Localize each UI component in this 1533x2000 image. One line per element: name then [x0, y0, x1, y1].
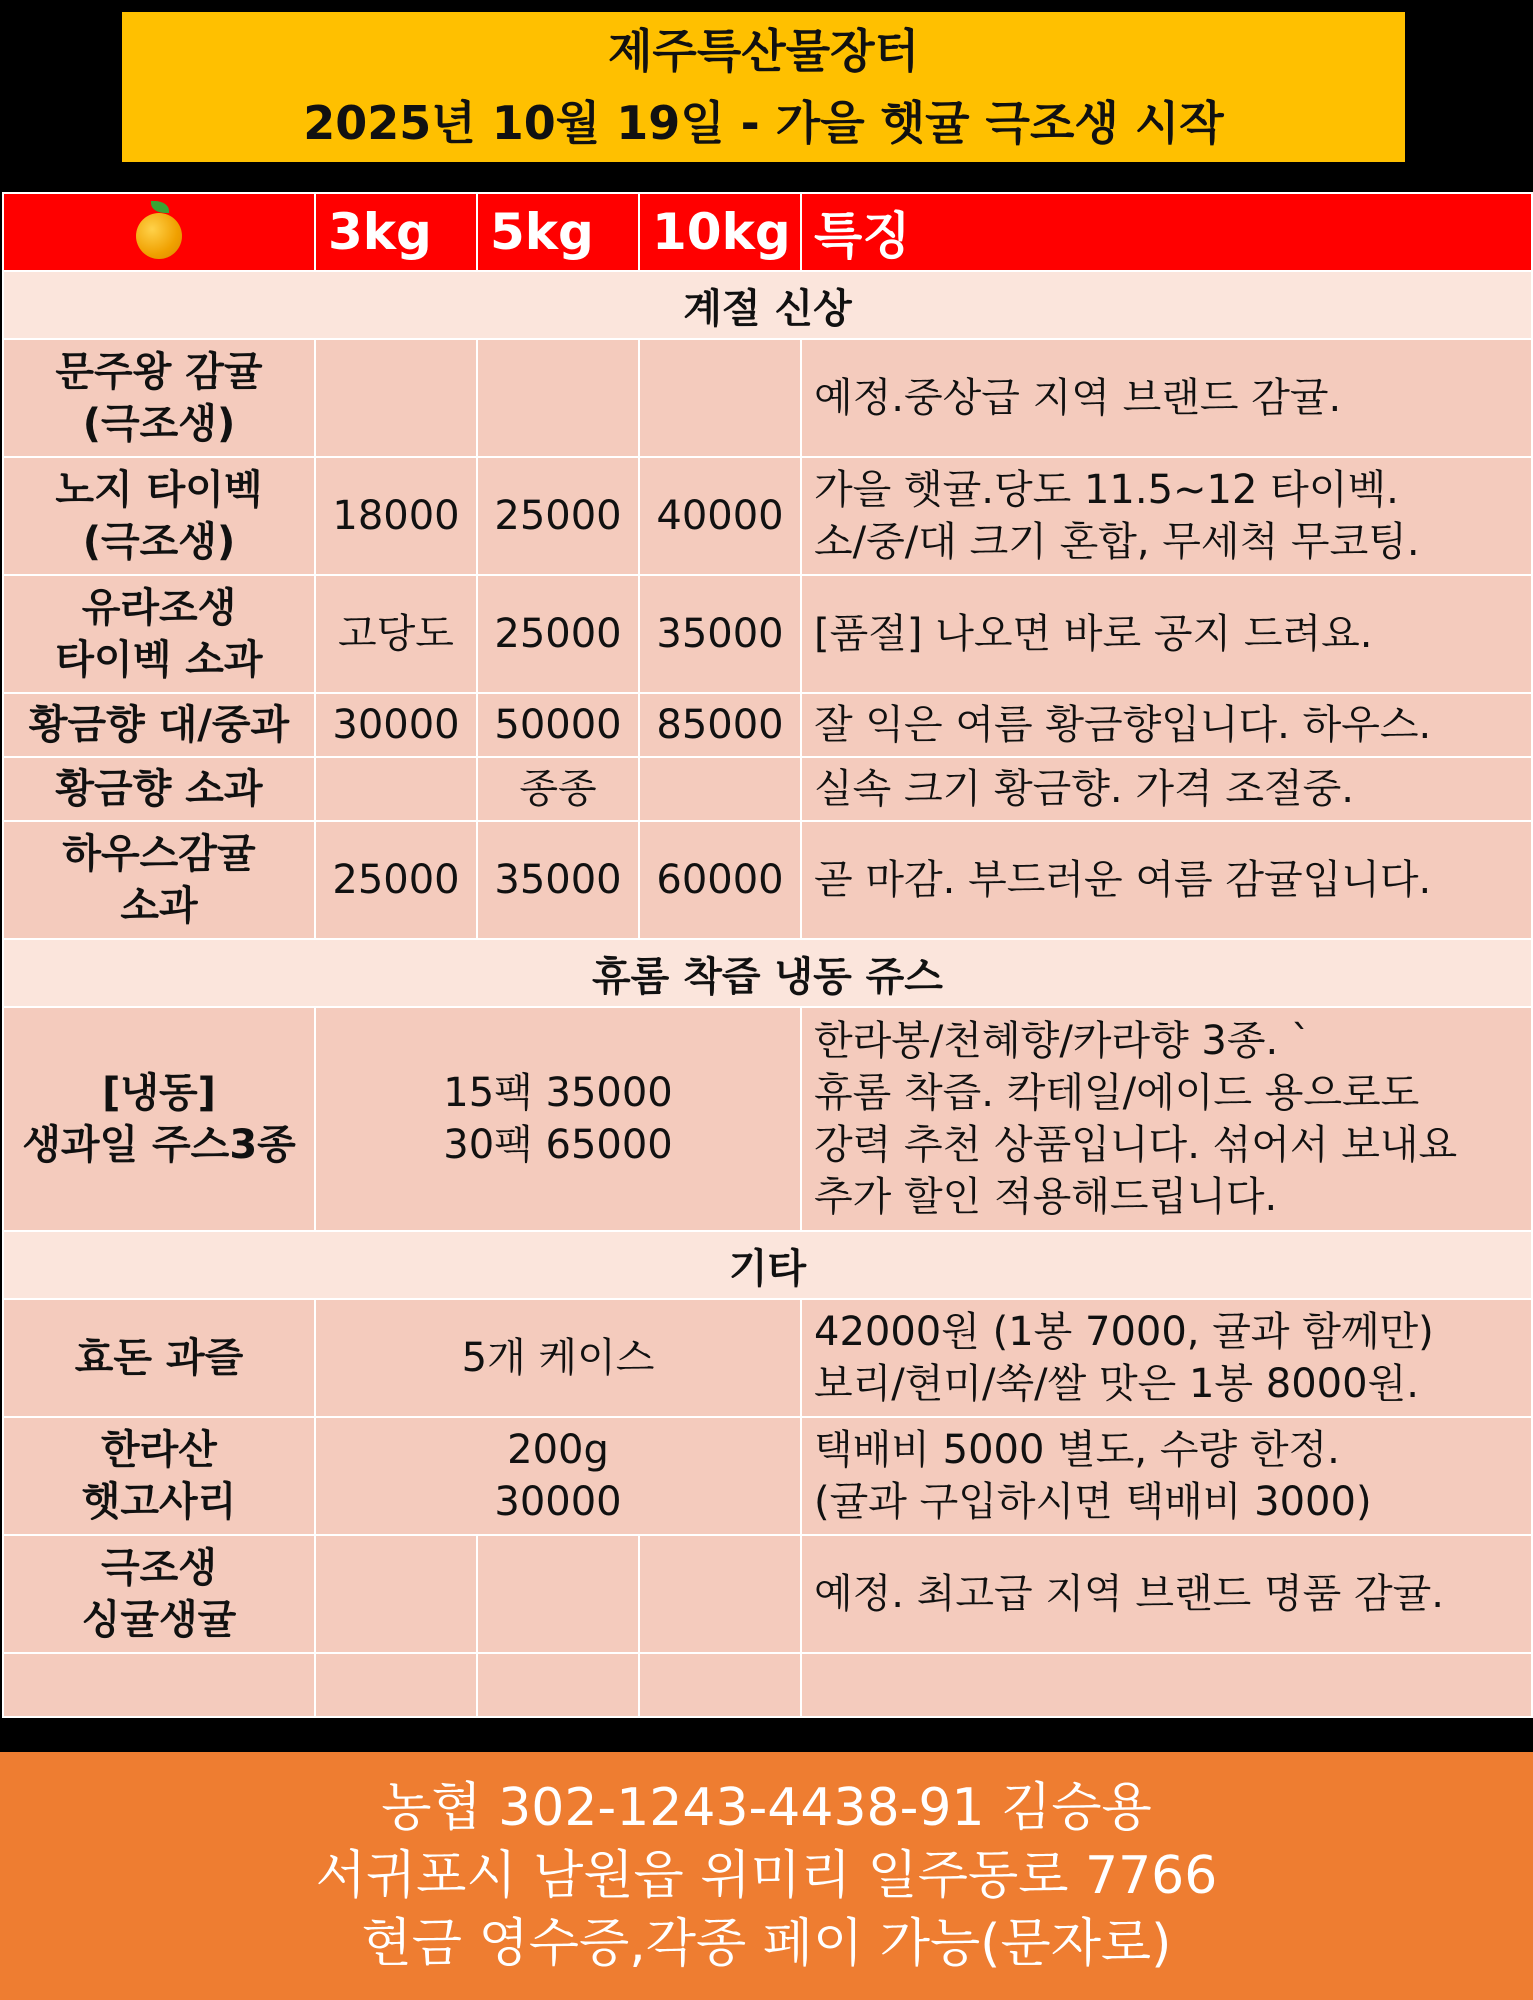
col-3kg: 3kg [315, 193, 477, 271]
product-name: 문주왕 감귤 (극조생) [3, 339, 315, 457]
store-title: 제주특산물장터 [607, 24, 920, 78]
product-price: 200g 30000 [315, 1417, 801, 1535]
date-subtitle: 2025년 10월 19일 - 가을 햇귤 극조생 시작 [303, 96, 1224, 150]
price-3kg [315, 339, 477, 457]
price-10kg [639, 339, 801, 457]
product-name: 하우스감귤 소과 [3, 821, 315, 939]
section-title: 기타 [3, 1231, 1532, 1299]
product-name: 유라조생 타이벡 소과 [3, 575, 315, 693]
product-price: 15팩 35000 30팩 65000 [315, 1007, 801, 1231]
product-name: 효돈 과즐 [3, 1299, 315, 1417]
title-banner [122, 12, 1405, 162]
price-5kg: 종종 [477, 757, 639, 821]
col-feature: 특징 [801, 193, 1532, 271]
product-name: 한라산 햇고사리 [3, 1417, 315, 1535]
price-3kg: 18000 [315, 457, 477, 575]
table-row [3, 1007, 1532, 1231]
product-description: 곧 마감. 부드러운 여름 감귤입니다. [801, 821, 1532, 939]
price-5kg: 50000 [477, 693, 639, 757]
product-price: 5개 케이스 [315, 1299, 801, 1417]
table-row [3, 575, 1532, 693]
table-row [3, 693, 1532, 757]
price-10kg: 35000 [639, 575, 801, 693]
price-10kg [639, 757, 801, 821]
product-name: 노지 타이벡 (극조생) [3, 457, 315, 575]
table-row [3, 1299, 1532, 1417]
table-row [3, 757, 1532, 821]
price-10kg [639, 1535, 801, 1653]
product-name: 황금향 대/중과 [3, 693, 315, 757]
product-description: 택배비 5000 별도, 수량 한정. (귤과 구입하시면 택배비 3000) [801, 1417, 1532, 1535]
price-5kg: 35000 [477, 821, 639, 939]
price-5kg: 25000 [477, 575, 639, 693]
product-description: 예정. 최고급 지역 브랜드 명품 감귤. [801, 1535, 1532, 1653]
product-name: [냉동] 생과일 주스3종 [3, 1007, 315, 1231]
product-description: 잘 익은 여름 황금향입니다. 하우스. [801, 693, 1532, 757]
address: 서귀포시 남원읍 위미리 일주동로 7766 [315, 1846, 1218, 1906]
col-10kg: 10kg [639, 193, 801, 271]
tangerine-icon [136, 213, 182, 259]
col-5kg: 5kg [477, 193, 639, 271]
product-description: [품절] 나오면 바로 공지 드려요. [801, 575, 1532, 693]
product-description: 한라봉/천혜향/카라향 3종. ` 휴롬 착즙. 칵테일/에이드 용으로도 강력 추천 상품입니다. 섞어서 보내요 추가 할인 적용해드립니다. [801, 1007, 1532, 1231]
table-row [3, 339, 1532, 457]
table-row [3, 457, 1532, 575]
price-3kg [315, 757, 477, 821]
price-table [2, 192, 1533, 1718]
payment-methods: 현금 영수증,각종 페이 가능(문자로) [361, 1914, 1172, 1974]
price-3kg: 고당도 [315, 575, 477, 693]
table-row [3, 1417, 1532, 1535]
price-10kg: 40000 [639, 457, 801, 575]
payment-info-banner [0, 1752, 1533, 2000]
section-title: 휴롬 착즙 냉동 쥬스 [3, 939, 1532, 1007]
price-5kg [477, 339, 639, 457]
price-3kg [315, 1535, 477, 1653]
product-name: 황금향 소과 [3, 757, 315, 821]
bank-account: 농협 302-1243-4438-91 김승용 [381, 1778, 1152, 1838]
section-row [3, 1231, 1532, 1299]
section-title: 계절 신상 [3, 271, 1532, 339]
price-10kg: 85000 [639, 693, 801, 757]
section-row [3, 271, 1532, 339]
empty-row [3, 1653, 1532, 1717]
table-row [3, 821, 1532, 939]
price-3kg: 30000 [315, 693, 477, 757]
product-description: 실속 크기 황금향. 가격 조절중. [801, 757, 1532, 821]
product-description: 가을 햇귤.당도 11.5~12 타이벡. 소/중/대 크기 혼합, 무세척 무코팅. [801, 457, 1532, 575]
price-10kg: 60000 [639, 821, 801, 939]
price-3kg: 25000 [315, 821, 477, 939]
table-row [3, 1535, 1532, 1653]
product-description: 42000원 (1봉 7000, 귤과 함께만) 보리/현미/쑥/쌀 맛은 1봉 8000원. [801, 1299, 1532, 1417]
product-name: 극조생 싱귤생귤 [3, 1535, 315, 1653]
price-5kg: 25000 [477, 457, 639, 575]
section-row [3, 939, 1532, 1007]
price-5kg [477, 1535, 639, 1653]
table-header-row [3, 193, 1532, 271]
product-description: 예정.중상급 지역 브랜드 감귤. [801, 339, 1532, 457]
